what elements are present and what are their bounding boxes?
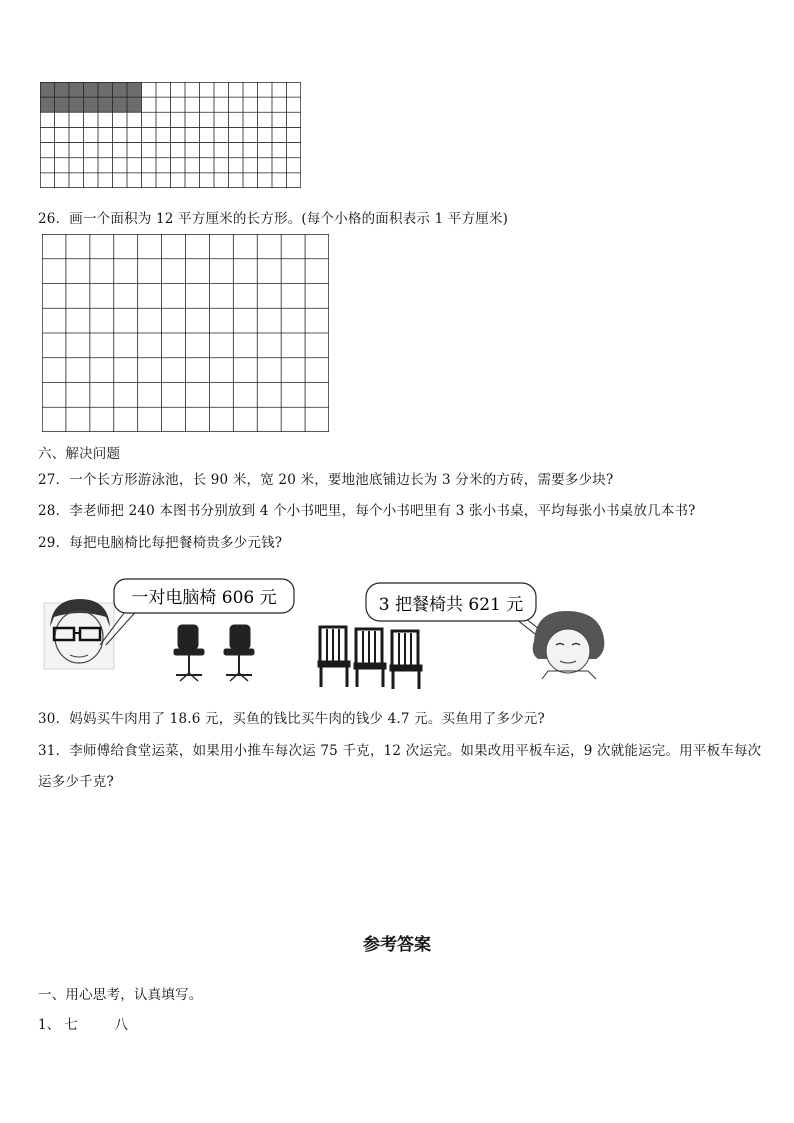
speech-bubble-right <box>366 583 560 649</box>
drawing-grid[interactable] <box>42 234 329 432</box>
answer-1-number: 1、 <box>38 1017 61 1033</box>
dining-chair-icon <box>318 627 422 689</box>
woman-face-icon <box>533 611 605 679</box>
question-29: 29．每把电脑椅比每把餐椅贵多少元钱? <box>38 535 283 551</box>
question-30: 30．妈妈买牛肉用了 18.6 元，买鱼的钱比买牛肉的钱少 4.7 元。买鱼用了多少元? <box>38 711 545 727</box>
bubble-left-text: 一对电脑椅 606 元 <box>131 588 277 608</box>
question-28: 28．李老师把 240 本图书分别放到 4 个小书吧里，每个小书吧里有 3 张小书桌，平均每张小书桌放几本书? <box>38 503 696 519</box>
man-face-icon <box>44 599 114 669</box>
question-26: 26．画一个面积为 12 平方厘米的长方形。(每个小格的面积表示 1 平方厘米) <box>38 211 509 227</box>
area-grid-example <box>40 82 301 188</box>
answer-1-value-1: 七 <box>64 1017 78 1033</box>
question-31-line1: 31．李师傅给食堂运菜，如果用小推车每次运 75 千克，12 次运完。如果改用平板车运，9 次就能运完。用平板车每次 <box>38 743 762 759</box>
question-31-line2: 运多少千克? <box>38 774 114 790</box>
question-27: 27．一个长方形游泳池，长 90 米，宽 20 米，要地池底铺边长为 3 分米的方砖，需要多少块? <box>38 472 614 488</box>
section-heading-solve-problems: 六、解决问题 <box>38 446 121 462</box>
answers-title: 参考答案 <box>363 935 431 955</box>
answers-section-1: 一、用心思考，认真填写。 <box>38 987 203 1003</box>
bubble-right-text: 3 把餐椅共 621 元 <box>378 595 524 615</box>
answer-1 <box>38 1013 128 1033</box>
answer-1-value-2: 八 <box>114 1017 128 1033</box>
office-chair-icon <box>174 625 254 681</box>
chairs-illustration <box>40 575 620 693</box>
